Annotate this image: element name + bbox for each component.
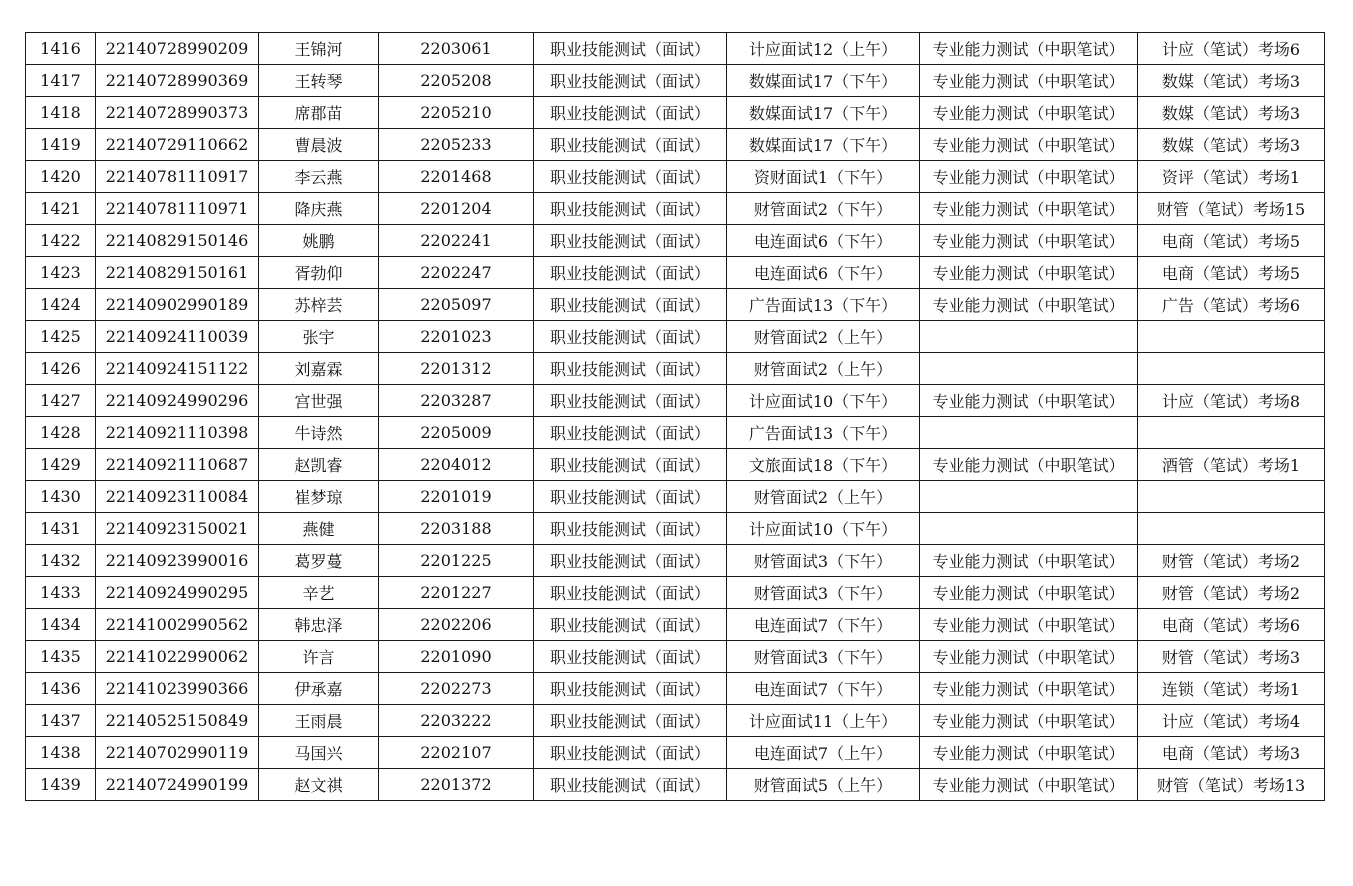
skill-test-cell: 职业技能测试（面试）	[534, 321, 727, 353]
written-exam-room-cell: 财管（笔试）考场2	[1138, 545, 1325, 577]
written-exam-room-cell: 连锁（笔试）考场1	[1138, 673, 1325, 705]
table-row	[26, 129, 1325, 161]
sequence-cell: 1431	[26, 513, 96, 545]
candidate-name-cell: 姚鹏	[259, 225, 379, 257]
candidate-name-cell: 胥勃仰	[259, 257, 379, 289]
exam-number-cell: 22140924110039	[96, 321, 259, 353]
interview-room-cell: 电连面试6（下午）	[727, 225, 920, 257]
exam-schedule-table	[25, 32, 1325, 801]
skill-test-cell: 职业技能测试（面试）	[534, 481, 727, 513]
sequence-cell: 1436	[26, 673, 96, 705]
ability-test-cell: 专业能力测试（中职笔试）	[920, 257, 1138, 289]
exam-number-cell: 22140702990119	[96, 737, 259, 769]
table-row	[26, 289, 1325, 321]
interview-room-cell: 资财面试1（下午）	[727, 161, 920, 193]
table-row	[26, 737, 1325, 769]
interview-room-cell: 数媒面试17（下午）	[727, 65, 920, 97]
candidate-name-cell: 张宇	[259, 321, 379, 353]
interview-room-cell: 文旅面试18（下午）	[727, 449, 920, 481]
written-exam-room-cell: 电商（笔试）考场6	[1138, 609, 1325, 641]
candidate-name-cell: 崔梦琼	[259, 481, 379, 513]
exam-number-cell: 22140902990189	[96, 289, 259, 321]
exam-number-cell: 22140921110398	[96, 417, 259, 449]
exam-number-cell: 22140923990016	[96, 545, 259, 577]
registration-number-cell: 2205233	[379, 129, 534, 161]
ability-test-cell: 专业能力测试（中职笔试）	[920, 641, 1138, 673]
exam-number-cell: 22140924990295	[96, 577, 259, 609]
interview-room-cell: 财管面试2（下午）	[727, 193, 920, 225]
registration-number-cell: 2201227	[379, 577, 534, 609]
skill-test-cell: 职业技能测试（面试）	[534, 705, 727, 737]
table-row	[26, 417, 1325, 449]
candidate-name-cell: 王转琴	[259, 65, 379, 97]
table-row	[26, 161, 1325, 193]
registration-number-cell: 2201204	[379, 193, 534, 225]
candidate-name-cell: 伊承嘉	[259, 673, 379, 705]
table-row	[26, 97, 1325, 129]
registration-number-cell: 2202107	[379, 737, 534, 769]
candidate-name-cell: 刘嘉霖	[259, 353, 379, 385]
exam-number-cell: 22140921110687	[96, 449, 259, 481]
registration-number-cell: 2201372	[379, 769, 534, 801]
skill-test-cell: 职业技能测试（面试）	[534, 257, 727, 289]
sequence-cell: 1424	[26, 289, 96, 321]
written-exam-room-cell	[1138, 513, 1325, 545]
table-row	[26, 609, 1325, 641]
interview-room-cell: 数媒面试17（下午）	[727, 129, 920, 161]
ability-test-cell: 专业能力测试（中职笔试）	[920, 33, 1138, 65]
table-body	[26, 33, 1325, 801]
candidate-name-cell: 降庆燕	[259, 193, 379, 225]
skill-test-cell: 职业技能测试（面试）	[534, 769, 727, 801]
skill-test-cell: 职业技能测试（面试）	[534, 193, 727, 225]
table-row	[26, 449, 1325, 481]
table-row	[26, 769, 1325, 801]
interview-room-cell: 财管面试2（上午）	[727, 353, 920, 385]
written-exam-room-cell: 财管（笔试）考场2	[1138, 577, 1325, 609]
interview-room-cell: 广告面试13（下午）	[727, 289, 920, 321]
sequence-cell: 1422	[26, 225, 96, 257]
written-exam-room-cell	[1138, 417, 1325, 449]
skill-test-cell: 职业技能测试（面试）	[534, 65, 727, 97]
interview-room-cell: 财管面试2（上午）	[727, 321, 920, 353]
written-exam-room-cell: 数媒（笔试）考场3	[1138, 129, 1325, 161]
candidate-name-cell: 牛诗然	[259, 417, 379, 449]
ability-test-cell: 专业能力测试（中职笔试）	[920, 65, 1138, 97]
registration-number-cell: 2201019	[379, 481, 534, 513]
table-row	[26, 705, 1325, 737]
skill-test-cell: 职业技能测试（面试）	[534, 385, 727, 417]
registration-number-cell: 2201312	[379, 353, 534, 385]
written-exam-room-cell: 电商（笔试）考场5	[1138, 257, 1325, 289]
skill-test-cell: 职业技能测试（面试）	[534, 449, 727, 481]
sequence-cell: 1439	[26, 769, 96, 801]
skill-test-cell: 职业技能测试（面试）	[534, 545, 727, 577]
skill-test-cell: 职业技能测试（面试）	[534, 417, 727, 449]
exam-number-cell: 22140924151122	[96, 353, 259, 385]
table-row	[26, 513, 1325, 545]
table-row	[26, 193, 1325, 225]
table-row	[26, 673, 1325, 705]
candidate-name-cell: 宫世强	[259, 385, 379, 417]
exam-number-cell: 22140924990296	[96, 385, 259, 417]
sequence-cell: 1423	[26, 257, 96, 289]
ability-test-cell: 专业能力测试（中职笔试）	[920, 609, 1138, 641]
registration-number-cell: 2202206	[379, 609, 534, 641]
table-row	[26, 353, 1325, 385]
registration-number-cell: 2201225	[379, 545, 534, 577]
table-row	[26, 481, 1325, 513]
ability-test-cell: 专业能力测试（中职笔试）	[920, 577, 1138, 609]
written-exam-room-cell: 数媒（笔试）考场3	[1138, 97, 1325, 129]
registration-number-cell: 2205097	[379, 289, 534, 321]
skill-test-cell: 职业技能测试（面试）	[534, 737, 727, 769]
registration-number-cell: 2201468	[379, 161, 534, 193]
written-exam-room-cell: 资评（笔试）考场1	[1138, 161, 1325, 193]
written-exam-room-cell: 电商（笔试）考场3	[1138, 737, 1325, 769]
table-row	[26, 65, 1325, 97]
registration-number-cell: 2205210	[379, 97, 534, 129]
table-row	[26, 225, 1325, 257]
interview-room-cell: 广告面试13（下午）	[727, 417, 920, 449]
interview-room-cell: 财管面试5（上午）	[727, 769, 920, 801]
table-row	[26, 577, 1325, 609]
ability-test-cell	[920, 353, 1138, 385]
exam-number-cell: 22140781110971	[96, 193, 259, 225]
exam-number-cell: 22140728990373	[96, 97, 259, 129]
candidate-name-cell: 马国兴	[259, 737, 379, 769]
exam-number-cell: 22140525150849	[96, 705, 259, 737]
ability-test-cell: 专业能力测试（中职笔试）	[920, 545, 1138, 577]
ability-test-cell: 专业能力测试（中职笔试）	[920, 161, 1138, 193]
sequence-cell: 1430	[26, 481, 96, 513]
exam-number-cell: 22140729110662	[96, 129, 259, 161]
interview-room-cell: 电连面试7（下午）	[727, 609, 920, 641]
table-row	[26, 257, 1325, 289]
sequence-cell: 1420	[26, 161, 96, 193]
candidate-name-cell: 王雨晨	[259, 705, 379, 737]
ability-test-cell: 专业能力测试（中职笔试）	[920, 97, 1138, 129]
exam-number-cell: 22140923150021	[96, 513, 259, 545]
interview-room-cell: 数媒面试17（下午）	[727, 97, 920, 129]
interview-room-cell: 电连面试7（上午）	[727, 737, 920, 769]
ability-test-cell: 专业能力测试（中职笔试）	[920, 225, 1138, 257]
ability-test-cell: 专业能力测试（中职笔试）	[920, 193, 1138, 225]
exam-number-cell: 22140724990199	[96, 769, 259, 801]
ability-test-cell	[920, 321, 1138, 353]
interview-room-cell: 财管面试3（下午）	[727, 577, 920, 609]
interview-room-cell: 计应面试10（下午）	[727, 385, 920, 417]
sequence-cell: 1437	[26, 705, 96, 737]
registration-number-cell: 2203222	[379, 705, 534, 737]
sequence-cell: 1426	[26, 353, 96, 385]
interview-room-cell: 计应面试11（上午）	[727, 705, 920, 737]
sequence-cell: 1434	[26, 609, 96, 641]
candidate-name-cell: 葛罗蔓	[259, 545, 379, 577]
written-exam-room-cell: 广告（笔试）考场6	[1138, 289, 1325, 321]
sequence-cell: 1419	[26, 129, 96, 161]
sequence-cell: 1428	[26, 417, 96, 449]
sequence-cell: 1417	[26, 65, 96, 97]
sequence-cell: 1427	[26, 385, 96, 417]
table-row	[26, 321, 1325, 353]
exam-number-cell: 22140829150146	[96, 225, 259, 257]
sequence-cell: 1429	[26, 449, 96, 481]
sequence-cell: 1416	[26, 33, 96, 65]
interview-room-cell: 电连面试6（下午）	[727, 257, 920, 289]
candidate-name-cell: 王锦河	[259, 33, 379, 65]
exam-number-cell: 22140728990209	[96, 33, 259, 65]
ability-test-cell	[920, 513, 1138, 545]
registration-number-cell: 2201090	[379, 641, 534, 673]
table-row	[26, 33, 1325, 65]
ability-test-cell	[920, 481, 1138, 513]
exam-number-cell: 22141002990562	[96, 609, 259, 641]
exam-number-cell: 22140781110917	[96, 161, 259, 193]
exam-number-cell: 22140923110084	[96, 481, 259, 513]
written-exam-room-cell: 数媒（笔试）考场3	[1138, 65, 1325, 97]
candidate-name-cell: 赵凯睿	[259, 449, 379, 481]
candidate-name-cell: 许言	[259, 641, 379, 673]
registration-number-cell: 2202247	[379, 257, 534, 289]
written-exam-room-cell: 计应（笔试）考场4	[1138, 705, 1325, 737]
sequence-cell: 1435	[26, 641, 96, 673]
candidate-name-cell: 苏梓芸	[259, 289, 379, 321]
written-exam-room-cell	[1138, 321, 1325, 353]
skill-test-cell: 职业技能测试（面试）	[534, 353, 727, 385]
table-row	[26, 385, 1325, 417]
ability-test-cell: 专业能力测试（中职笔试）	[920, 737, 1138, 769]
table-row	[26, 545, 1325, 577]
skill-test-cell: 职业技能测试（面试）	[534, 225, 727, 257]
sequence-cell: 1433	[26, 577, 96, 609]
written-exam-room-cell	[1138, 481, 1325, 513]
ability-test-cell: 专业能力测试（中职笔试）	[920, 705, 1138, 737]
skill-test-cell: 职业技能测试（面试）	[534, 129, 727, 161]
interview-room-cell: 计应面试10（下午）	[727, 513, 920, 545]
skill-test-cell: 职业技能测试（面试）	[534, 577, 727, 609]
candidate-name-cell: 席郡苗	[259, 97, 379, 129]
written-exam-room-cell: 财管（笔试）考场15	[1138, 193, 1325, 225]
written-exam-room-cell: 电商（笔试）考场5	[1138, 225, 1325, 257]
registration-number-cell: 2202273	[379, 673, 534, 705]
registration-number-cell: 2201023	[379, 321, 534, 353]
skill-test-cell: 职业技能测试（面试）	[534, 641, 727, 673]
skill-test-cell: 职业技能测试（面试）	[534, 33, 727, 65]
registration-number-cell: 2203188	[379, 513, 534, 545]
interview-room-cell: 电连面试7（下午）	[727, 673, 920, 705]
exam-number-cell: 22141022990062	[96, 641, 259, 673]
exam-number-cell: 22140829150161	[96, 257, 259, 289]
written-exam-room-cell: 酒管（笔试）考场1	[1138, 449, 1325, 481]
interview-room-cell: 计应面试12（上午）	[727, 33, 920, 65]
candidate-name-cell: 燕健	[259, 513, 379, 545]
registration-number-cell: 2203287	[379, 385, 534, 417]
sequence-cell: 1438	[26, 737, 96, 769]
interview-room-cell: 财管面试3（下午）	[727, 641, 920, 673]
sequence-cell: 1432	[26, 545, 96, 577]
ability-test-cell	[920, 417, 1138, 449]
interview-room-cell: 财管面试3（下午）	[727, 545, 920, 577]
skill-test-cell: 职业技能测试（面试）	[534, 161, 727, 193]
candidate-name-cell: 李云燕	[259, 161, 379, 193]
skill-test-cell: 职业技能测试（面试）	[534, 609, 727, 641]
registration-number-cell: 2202241	[379, 225, 534, 257]
table-row	[26, 641, 1325, 673]
registration-number-cell: 2205009	[379, 417, 534, 449]
skill-test-cell: 职业技能测试（面试）	[534, 513, 727, 545]
sequence-cell: 1425	[26, 321, 96, 353]
ability-test-cell: 专业能力测试（中职笔试）	[920, 289, 1138, 321]
candidate-name-cell: 赵文祺	[259, 769, 379, 801]
ability-test-cell: 专业能力测试（中职笔试）	[920, 129, 1138, 161]
registration-number-cell: 2204012	[379, 449, 534, 481]
ability-test-cell: 专业能力测试（中职笔试）	[920, 449, 1138, 481]
sequence-cell: 1418	[26, 97, 96, 129]
candidate-name-cell: 曹晨波	[259, 129, 379, 161]
registration-number-cell: 2205208	[379, 65, 534, 97]
sequence-cell: 1421	[26, 193, 96, 225]
skill-test-cell: 职业技能测试（面试）	[534, 97, 727, 129]
written-exam-room-cell: 财管（笔试）考场3	[1138, 641, 1325, 673]
ability-test-cell: 专业能力测试（中职笔试）	[920, 385, 1138, 417]
candidate-name-cell: 韩忠泽	[259, 609, 379, 641]
ability-test-cell: 专业能力测试（中职笔试）	[920, 673, 1138, 705]
ability-test-cell: 专业能力测试（中职笔试）	[920, 769, 1138, 801]
skill-test-cell: 职业技能测试（面试）	[534, 289, 727, 321]
exam-number-cell: 22141023990366	[96, 673, 259, 705]
skill-test-cell: 职业技能测试（面试）	[534, 673, 727, 705]
registration-number-cell: 2203061	[379, 33, 534, 65]
written-exam-room-cell: 财管（笔试）考场13	[1138, 769, 1325, 801]
written-exam-room-cell	[1138, 353, 1325, 385]
interview-room-cell: 财管面试2（上午）	[727, 481, 920, 513]
written-exam-room-cell: 计应（笔试）考场6	[1138, 33, 1325, 65]
exam-number-cell: 22140728990369	[96, 65, 259, 97]
written-exam-room-cell: 计应（笔试）考场8	[1138, 385, 1325, 417]
candidate-name-cell: 辛艺	[259, 577, 379, 609]
